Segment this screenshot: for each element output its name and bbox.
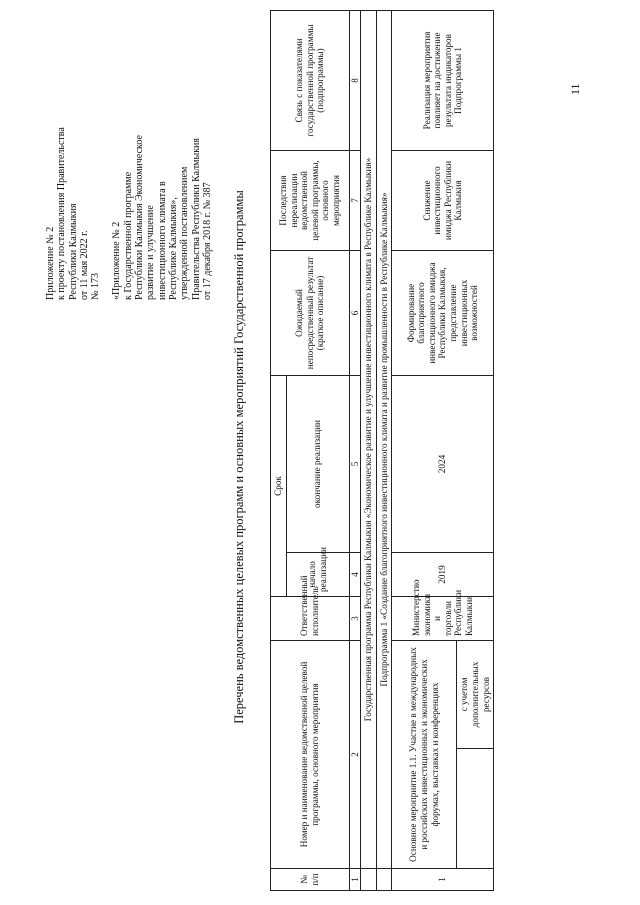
column-number: 2 xyxy=(349,641,361,869)
column-numbers-row xyxy=(349,11,361,891)
program-title: Государственная программа Республики Калмыкия «Экономическое развитие и улучшение инвестиционного климата в Республике Калмыкия» xyxy=(361,11,377,869)
activity-result: Формирование благоприятного инвестиционного имиджа Республики Калмыкия, представление инвестиционных возможностей xyxy=(392,251,494,376)
quoted-appendix-line: Республике Калмыкия», xyxy=(167,197,179,300)
header-cell-name: Номер и наименование ведомственной целевой программы, основного мероприятия xyxy=(271,641,350,869)
activity-consequence: Снижение инвестиционного имиджа Республики Калмыкия xyxy=(392,151,494,251)
column-number: 4 xyxy=(349,553,361,597)
quoted-appendix-line: утвержденной постановлением xyxy=(179,166,191,300)
appendix-note xyxy=(45,0,213,300)
document-title: Перечень ведомственных целевых программ и основных мероприятий Государственной программы xyxy=(232,190,246,724)
activity-end-year: 2024 xyxy=(392,376,494,553)
note-spacer xyxy=(101,0,111,300)
activity-link: Реализация мероприятия повлияет на достижение результата индикаторов Подпрограммы 1 xyxy=(392,11,494,151)
program-number-cell xyxy=(361,869,377,891)
quoted-appendix-line: «Приложение № 2 xyxy=(111,221,123,300)
column-number: 5 xyxy=(349,376,361,553)
activity-executor: Министерство экономики и торговли Республики Калмыкия xyxy=(392,597,494,641)
appendix-note-line: Республики Калмыкия xyxy=(67,203,79,300)
subprogram-title: Подпрограмма 1 «Создание благоприятного инвестиционного климата и развитие промышленности в Республике Калмыкия» xyxy=(376,11,392,869)
quoted-appendix-line: Республики Калмыкия Экономическое xyxy=(134,135,146,300)
activity-name: Основное мероприятие 1.1. Участие в международных и российских инвестиционных и экономических форумах, выставках и конференциях xyxy=(392,641,457,869)
row-number: 1 xyxy=(392,869,494,891)
appendix-note-line: к проекту постановления Правительства xyxy=(56,127,68,300)
header-cell-consequence: Последствия нереализации ведомственной целевой программы, основного мероприятия xyxy=(271,151,350,251)
program-row xyxy=(361,11,377,891)
quoted-appendix-line: инвестиционного климата в xyxy=(156,181,168,300)
header-cell-executor: Ответственный исполнитель xyxy=(271,597,350,641)
header-cell-end: окончание реализации xyxy=(286,376,349,553)
column-number: 7 xyxy=(349,151,361,251)
header-row xyxy=(271,11,287,891)
activity-sub-marker xyxy=(457,749,494,869)
page-number: 11 xyxy=(568,83,582,95)
quoted-appendix-line: к Государственной программе xyxy=(122,171,134,300)
quoted-appendix-line: от 17 декабря 2018 г. № 387 xyxy=(201,182,213,300)
column-number: 3 xyxy=(349,597,361,641)
quoted-appendix-line: развитие и улучшение xyxy=(145,205,157,300)
header-cell-term: Срок xyxy=(271,376,287,597)
appendix-note-line: от 11 мая 2022 г. xyxy=(78,230,90,300)
subprogram-number-cell xyxy=(376,869,392,891)
activity-additional-resources: с учетом дополнительных ресурсов xyxy=(457,641,494,749)
subprogram-row xyxy=(376,11,392,891)
table-row xyxy=(392,11,457,891)
header-cell-start: начало реализации xyxy=(286,553,349,597)
column-number: 6 xyxy=(349,251,361,376)
header-cell-link: Связь с показателями государственной программы (подпрограммы) xyxy=(271,11,350,151)
header-cell-number: № п/п xyxy=(271,869,350,891)
appendix-note-line: Приложение № 2 xyxy=(45,226,56,300)
column-number: 8 xyxy=(349,11,361,151)
programs-table xyxy=(270,10,494,891)
appendix-note-line: № 173 xyxy=(90,272,102,300)
column-number: 1 xyxy=(349,869,361,891)
quoted-appendix-line: Правительства Республики Калмыкия xyxy=(190,137,202,300)
header-cell-result: Ожидаемый непосредственный результат (краткое описание) xyxy=(271,251,350,376)
activity-start-year: 2019 xyxy=(392,553,494,597)
